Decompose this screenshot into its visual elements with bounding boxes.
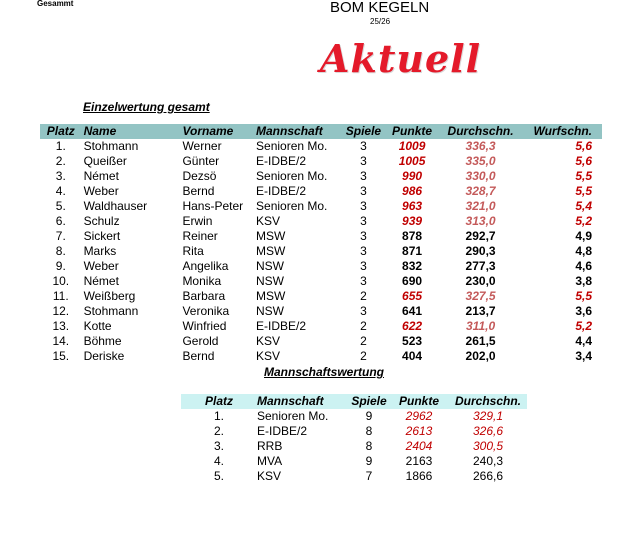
cell-spiele: 3 [360,139,367,153]
cell-name: Deriske [83,349,125,363]
cell-spiele: 3 [360,214,367,228]
cell-spiele: 2 [360,349,367,363]
mannschaftswertung-heading: Mannschaftswertung [264,365,385,379]
cell-vorname: Rita [182,244,204,258]
cell-name: Weber [83,184,119,198]
cell-wurfschnitt: 5,2 [575,214,592,228]
cell-mannschaft: Senioren Mo. [256,199,328,213]
cell-name: Stohmann [83,304,139,318]
cell-wurfschnitt: 3,4 [575,349,592,363]
cell-spiele: 3 [360,229,367,243]
cell-mannschaft: Senioren Mo. [256,169,328,183]
einzelwertung-heading: Einzelwertung gesamt [83,100,210,114]
cell-wurfschnitt: 4,8 [575,244,592,258]
cell-punkte: 939 [402,214,423,228]
cell-platz: 4. [213,454,224,468]
cell-platz: 9. [55,259,66,273]
cell-wurfschnitt: 3,6 [575,304,592,318]
col-header-platz: Platz [46,124,75,138]
cell-name: Német [83,274,119,288]
cell-name: Weißberg [83,289,136,303]
cell-spiele: 3 [360,244,367,258]
cell-durchschnitt: 321,0 [465,199,496,213]
cell-vorname: Monika [182,274,222,288]
cell-platz: 1. [55,139,66,153]
page-title: BOM KEGELN [330,0,430,16]
col-header-mannschaft: Mannschaft [257,394,324,408]
col-header-spiele: Spiele [351,394,387,408]
cell-durchschnitt: 335,0 [465,154,496,168]
cell-punkte: 871 [402,244,423,258]
cell-wurfschnitt: 3,8 [575,274,592,288]
cell-name: Marks [83,244,117,258]
cell-platz: 12. [52,304,70,318]
table-row [40,274,602,289]
cell-punkte: 404 [402,349,423,363]
cell-punkte: 878 [402,229,423,243]
cell-mannschaft: NSW [256,259,285,273]
cell-durchschnitt: 202,0 [465,349,496,363]
table-row [181,439,527,454]
cell-punkte: 655 [402,289,423,303]
cell-punkte: 986 [402,184,423,198]
cell-mannschaft: KSV [257,469,282,483]
cell-spiele: 9 [365,409,373,423]
einzelwertung-table [40,124,602,364]
cell-vorname: Angelika [182,259,229,273]
cell-durchschnitt: 313,0 [465,214,496,228]
cell-wurfschnitt: 5,5 [575,184,592,198]
cell-spiele: 8 [365,424,373,438]
cell-name: Kotte [83,319,112,333]
table-row [40,334,602,349]
table-row [40,139,602,154]
cell-durchschnitt: 328,7 [465,184,496,198]
cell-spiele: 2 [360,334,367,348]
sheet-label: Gesammt [37,0,74,8]
cell-punkte: 990 [402,169,423,183]
col-header-name: Name [83,124,117,138]
cell-punkte: 963 [402,199,423,213]
cell-name: Queißer [83,154,127,168]
cell-wurfschnitt: 5,6 [575,139,592,153]
cell-durchschnitt: 330,0 [465,169,496,183]
cell-durchschnitt: 329,1 [472,409,504,423]
col-header-mannschaft: Mannschaft [256,124,323,138]
cell-mannschaft: NSW [256,304,285,318]
cell-platz: 8. [55,244,66,258]
col-header-platz: Platz [204,394,233,408]
table-row [40,349,602,364]
cell-vorname: Reiner [182,229,218,243]
cell-platz: 2. [55,154,66,168]
cell-mannschaft: E-IDBE/2 [256,319,307,333]
cell-platz: 15. [52,349,70,363]
cell-platz: 7. [55,229,66,243]
cell-spiele: 3 [360,184,367,198]
cell-vorname: Günter [182,154,220,168]
cell-punkte: 523 [402,334,423,348]
cell-durchschnitt: 300,5 [472,439,504,453]
table-row [40,214,602,229]
cell-vorname: Winfried [182,319,227,333]
cell-vorname: Barbara [182,289,226,303]
cell-wurfschnitt: 4,6 [575,259,592,273]
cell-durchschnitt: 336,3 [465,139,496,153]
cell-platz: 10. [52,274,70,288]
cell-durchschnitt: 261,5 [465,334,496,348]
cell-spiele: 3 [360,154,367,168]
cell-durchschnitt: 311,0 [465,319,496,333]
cell-platz: 14. [52,334,70,348]
cell-wurfschnitt: 5,6 [575,154,592,168]
cell-punkte: 832 [402,259,423,273]
season-label: 25/26 [370,17,391,26]
cell-spiele: 3 [360,304,367,318]
table-row [40,259,602,274]
table-row [181,454,527,469]
cell-mannschaft: KSV [256,334,281,348]
cell-spiele: 3 [360,169,367,183]
cell-name: Waldhauser [83,199,148,213]
cell-platz: 3. [213,439,224,453]
table-row [40,199,602,214]
col-header-durchschnitt: Durchschn. [447,124,514,138]
cell-vorname: Bernd [182,184,215,198]
cell-name: Böhme [83,334,122,348]
col-header-punkte: Punkte [392,124,433,138]
table-row [40,244,602,259]
cell-mannschaft: E-IDBE/2 [256,154,307,168]
col-header-spiele: Spiele [345,124,382,138]
col-header-durchschnitt: Durchschn. [454,394,521,408]
cell-punkte: 641 [402,304,423,318]
cell-vorname: Werner [182,139,222,153]
cell-wurfschnitt: 5,2 [575,319,592,333]
cell-punkte: 1005 [398,154,426,168]
table-row [40,289,602,304]
cell-wurfschnitt: 5,5 [575,289,592,303]
cell-durchschnitt: 327,5 [465,289,496,303]
cell-wurfschnitt: 4,4 [575,334,592,348]
table-row [40,154,602,169]
cell-mannschaft: NSW [256,274,285,288]
cell-wurfschnitt: 5,5 [575,169,592,183]
cell-spiele: 2 [360,319,367,333]
table-header-row [40,124,602,139]
cell-mannschaft: RRB [257,439,283,453]
cell-name: Stohmann [83,139,139,153]
table-row [181,409,527,424]
cell-spiele: 2 [360,289,367,303]
cell-spiele: 7 [365,469,373,483]
cell-durchschnitt: 266,6 [472,469,504,483]
cell-mannschaft: KSV [256,214,281,228]
cell-vorname: Erwin [182,214,213,228]
cell-platz: 13. [52,319,70,333]
cell-mannschaft: MSW [256,289,286,303]
cell-platz: 11. [52,289,69,303]
cell-durchschnitt: 240,3 [472,454,504,468]
cell-durchschnitt: 277,3 [465,259,496,273]
mannschaftswertung-table [181,394,527,484]
cell-punkte: 690 [402,274,423,288]
cell-mannschaft: E-IDBE/2 [256,184,307,198]
table-row [40,169,602,184]
cell-punkte: 2613 [405,424,433,438]
cell-platz: 5. [55,199,66,213]
cell-mannschaft: KSV [256,349,281,363]
table-row [40,304,602,319]
col-header-vorname: Vorname [182,124,234,138]
cell-vorname: Gerold [182,334,219,348]
cell-name: Weber [83,259,119,273]
cell-punkte: 2404 [405,439,433,453]
cell-durchschnitt: 326,6 [472,424,504,438]
cell-platz: 5. [213,469,224,483]
cell-mannschaft: MSW [256,244,286,258]
cell-punkte: 2163 [405,454,433,468]
table-row [40,229,602,244]
cell-vorname: Hans-Peter [182,199,244,213]
cell-punkte: 1009 [398,139,426,153]
table-row [40,319,602,334]
table-row [181,469,527,484]
cell-punkte: 622 [402,319,423,333]
cell-spiele: 3 [360,259,367,273]
cell-mannschaft: MVA [257,454,283,468]
cell-vorname: Veronika [182,304,230,318]
aktuell-wordart: Aktuell [320,36,482,81]
col-header-punkte: Punkte [398,394,439,408]
cell-name: Schulz [83,214,120,228]
cell-spiele: 3 [360,199,367,213]
table-header-row [181,394,527,409]
table-row [40,184,602,199]
cell-wurfschnitt: 5,4 [575,199,592,213]
cell-durchschnitt: 213,7 [465,304,496,318]
cell-vorname: Dezsö [182,169,217,183]
cell-wurfschnitt: 4,9 [575,229,592,243]
cell-name: Német [83,169,119,183]
cell-durchschnitt: 290,3 [465,244,496,258]
cell-mannschaft: E-IDBE/2 [257,424,308,438]
cell-mannschaft: MSW [256,229,286,243]
table-row [181,424,527,439]
cell-mannschaft: Senioren Mo. [257,409,329,423]
cell-durchschnitt: 292,7 [465,229,496,243]
cell-platz: 4. [55,184,66,198]
cell-vorname: Bernd [182,349,215,363]
cell-spiele: 9 [365,454,373,468]
cell-platz: 1. [213,409,224,423]
cell-punkte: 2962 [405,409,433,423]
col-header-wurfschnitt: Wurfschn. [533,124,592,138]
cell-name: Sickert [83,229,121,243]
cell-durchschnitt: 230,0 [465,274,496,288]
cell-platz: 6. [55,214,66,228]
cell-spiele: 3 [360,274,367,288]
cell-platz: 3. [55,169,66,183]
cell-punkte: 1866 [405,469,433,483]
cell-platz: 2. [213,424,224,438]
cell-mannschaft: Senioren Mo. [256,139,328,153]
cell-spiele: 8 [365,439,373,453]
